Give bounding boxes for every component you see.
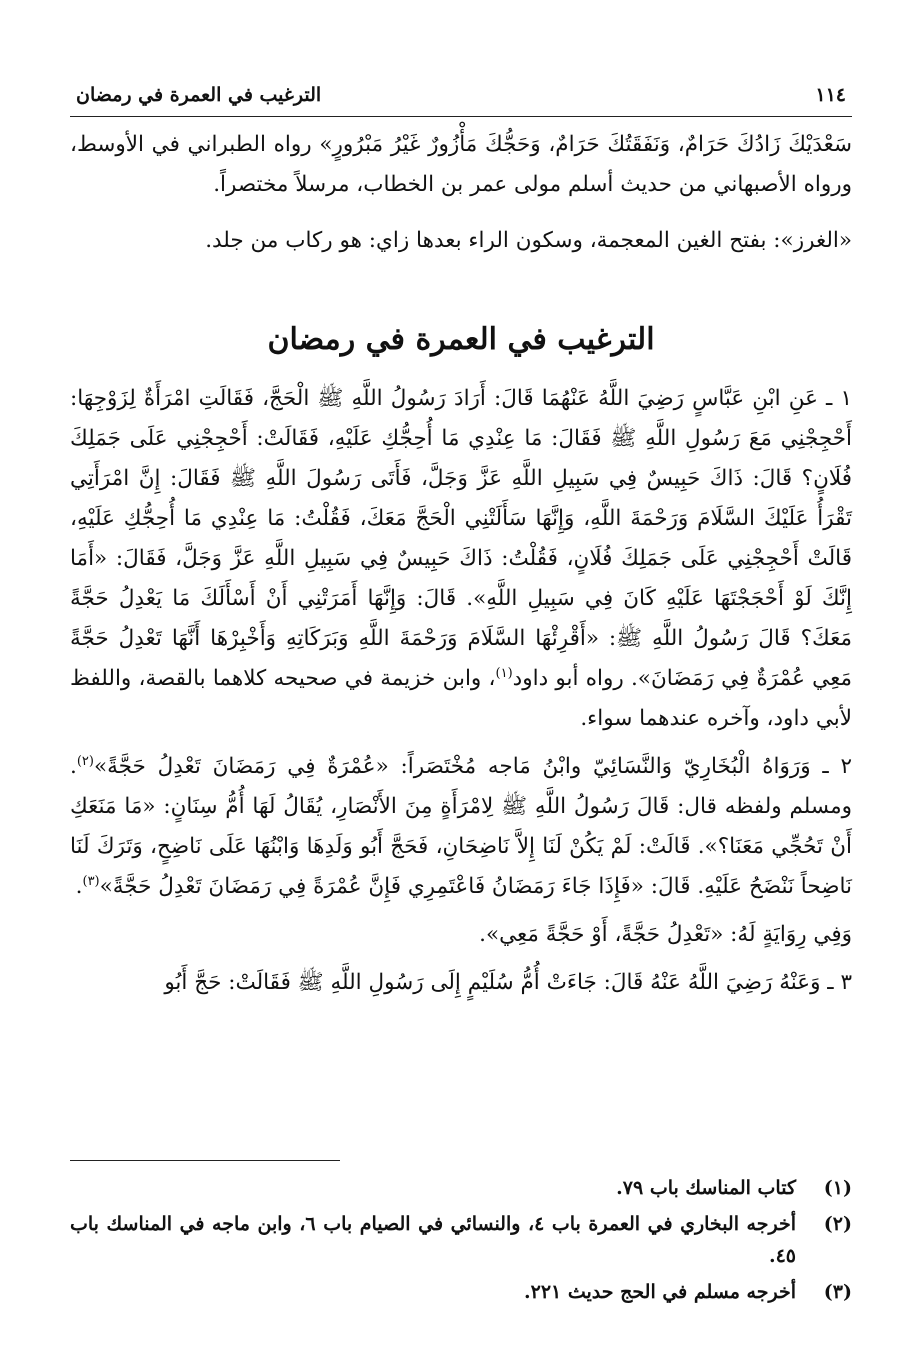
hadith-2-end: . — [75, 874, 83, 899]
hadith-1-tail: ، وابن خزيمة في صحيحه كلاهما بالقصة، واللفظ لأبي داود، وآخره عندهما سواء. — [70, 666, 852, 731]
hadith-3: ٣ ـ وَعَنْهُ رَضِيَ اللَّهُ عَنْهُ قَالَ: جَاءَتْ أُمُّ سُلَيْمٍ إِلَى رَسُولِ اللَّهِ ﷺ فَقَالَتْ: حَجَّ أَبُو — [164, 970, 852, 995]
riwaya-note: وَفِي رِوَايَةٍ لَهُ: «تَعْدِلُ حَجَّةً، أَوْ حَجَّةً مَعِي». — [479, 922, 852, 947]
gloss-note: «الغرز»: بفتح الغين المعجمة، وسكون الراء بعدها زاي: هو ركاب من جلد. — [205, 228, 852, 253]
running-title: الترغيب في العمرة في رمضان — [76, 84, 322, 106]
footnote-item — [70, 1208, 852, 1272]
section-title: الترغيب في العمرة في رمضان — [267, 322, 655, 357]
page-number: ١١٤ — [815, 84, 846, 106]
footnote-number: (٢) — [823, 1213, 852, 1235]
hadith-2-text: ٢ ـ وَرَوَاهُ الْبُخَارِيّ وَالنَّسَائِيّ وابْنُ مَاجه مُخْتَصَراً: «عُمْرَةٌ فِي رَمَضَانَ تَعْدِلُ حَجَّةً» — [93, 754, 852, 779]
hadith-1 — [70, 379, 852, 739]
hadith-2-middle: . ومسلم ولفظه قال: قَالَ رَسُولُ اللَّهِ ﷺ لِامْرَأَةٍ مِنَ الأَنْصَارِ، يُقَالُ لَهَا أُمُّ سِنَانٍ: «مَا مَنَعَكِ أَنْ تَحُجِّي مَعَنَا؟». قَالَتْ: لَمْ يَكُنْ لَنَا إِلاَّ نَاضِحَانِ، فَحَجَّ أَبُو وَلَدِهَا وَابْنُهَا عَلَى نَاضِحٍ، وَتَرَكَ لَنَا نَاضِحاً نَنْضَحُ عَلَيْهِ. قَالَ: «فَإِذَا جَاءَ رَمَضَانُ فَاعْتَمِرِي فَإِنَّ عُمْرَةً فِي رَمَضَانَ تَعْدِلُ حَجَّةً» — [70, 754, 852, 899]
footnote-text: أخرجه البخاري في العمرة باب ٤، والنسائي في الصيام باب ٦، وابن ماجه في المناسك باب ٤٥. — [70, 1213, 796, 1267]
footnote-ref-2[interactable]: (٢) — [76, 753, 94, 769]
hadith-2 — [70, 747, 852, 907]
footnote-divider — [70, 1160, 340, 1161]
continued-text: سَعْدَيْكَ زَادُكَ حَرَامٌ، وَنَفَقَتُكَ حَرَامٌ، وَحَجُّكَ مَأْزُورٌ غَيْرُ مَبْرُورٍ» رواه الطبراني في الأوسط، ورواه الأصبهاني من حديث أسلم مولى عمر بن الخطاب، مرسلاً مختصراً. — [70, 132, 852, 197]
hadith-1-text: ١ ـ عَنِ ابْنِ عَبَّاسٍ رَضِيَ اللَّهُ عَنْهُمَا قَالَ: أَرَادَ رَسُولُ اللَّهِ ﷺ الْحَجَّ، فَقَالَتِ امْرَأَةٌ لِزَوْجِهَا: أَحْجِجْنِي مَعَ رَسُولِ اللَّهِ ﷺ فَقَالَ: مَا عِنْدِي مَا أُحِجُّكِ عَلَيْهِ، فَقَالَتْ: أَحْجِجْنِي عَلَى جَمَلِكَ فُلَانٍ؟ قَالَ: ذَاكَ حَبِيسٌ فِي سَبِيلِ اللَّهِ عَزَّ وَجَلَّ، فَأَتَى رَسُولَ اللَّهِ ﷺ فَقَالَ: إِنَّ امْرَأَتِي تَقْرَأُ عَلَيْكَ السَّلَامَ وَرَحْمَةَ اللَّهِ، وَإِنَّهَا سَأَلَتْنِي الْحَجَّ مَعَكَ، فَقُلْتُ: مَا عِنْدِي مَا أُحِجُّكِ عَلَيْهِ، قَالَتْ أَحْجِجْنِي عَلَى جَمَلِكَ فُلَانٍ، فَقُلْتُ: ذَاكَ حَبِيسٌ فِي سَبِيلِ اللَّهِ عَزَّ وَجَلَّ، فَقَالَ: «أَمَا إِنَّكَ لَوْ أَحْجَجْتَهَا عَلَيْهِ كَانَ فِي سَبِيلِ اللَّهِ». قَالَ: وَإِنَّهَا أَمَرَتْنِي أَنْ أَسْأَلَكَ مَا يَعْدِلُ حَجَّةً مَعَكَ؟ قَالَ رَسُولُ اللَّهِ ﷺ: «أَقْرِئْهَا السَّلَامَ وَرَحْمَةَ اللَّهِ وَبَرَكَاتِهِ وَأَخْبِرْهَا أَنَّهَا تَعْدِلُ حَجَّةً مَعِي عُمْرَةٌ فِي رَمَضَانَ». رواه أبو داود — [70, 386, 852, 691]
footnotes — [70, 1172, 852, 1312]
footnote-item — [70, 1172, 852, 1204]
footnote-ref-1[interactable]: (١) — [495, 665, 513, 681]
running-header — [70, 84, 852, 117]
footnote-item — [70, 1276, 852, 1308]
footnote-text: أخرجه مسلم في الحج حديث ٢٢١. — [523, 1281, 796, 1303]
footnote-number: (٣) — [823, 1281, 852, 1303]
footnote-text: كتاب المناسك باب ٧٩. — [616, 1177, 796, 1199]
footnote-number: (١) — [823, 1177, 852, 1199]
page-body — [70, 84, 852, 1003]
footnote-ref-3[interactable]: (٣) — [82, 873, 100, 889]
